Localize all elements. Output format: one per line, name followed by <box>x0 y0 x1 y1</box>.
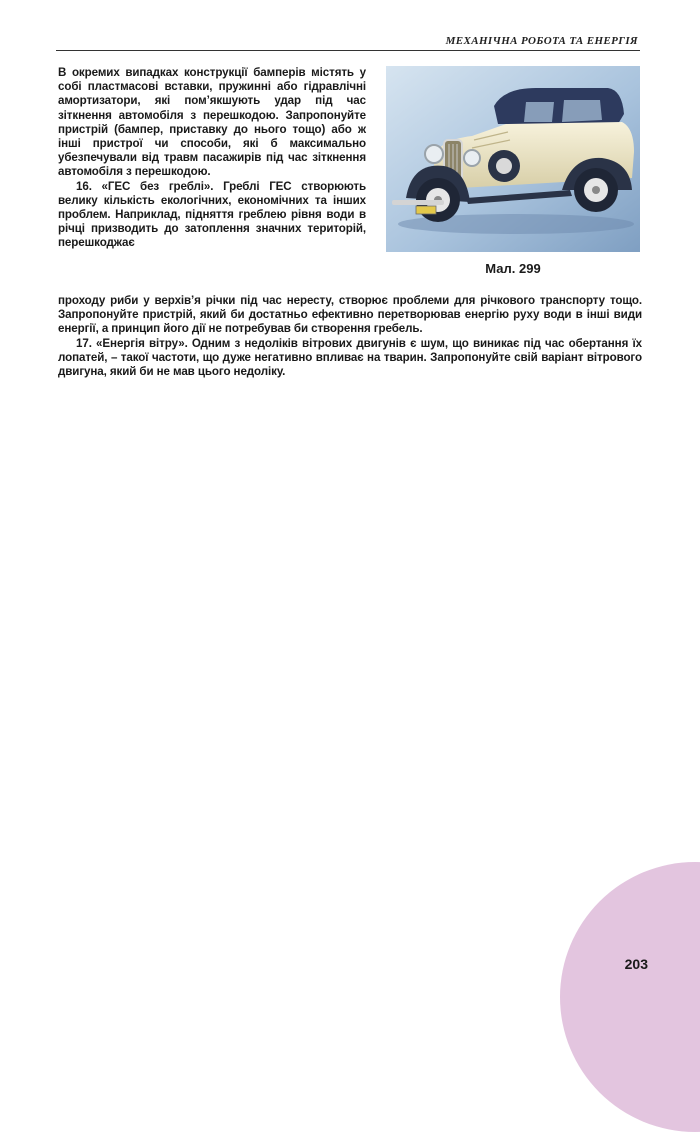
running-header: МЕХАНІЧНА РОБОТА ТА ЕНЕРГІЯ <box>445 35 638 47</box>
paragraph-16: 16. «ГЕС без греблі». Греблі ГЕС створюють велику кількість екологічних, економічних та інших проблем. Наприклад, підняття греблею рівня води в річці призводить до затоплення значних територій, перешкоджає <box>58 179 366 250</box>
figure-caption: Мал. 299 <box>485 261 541 276</box>
page-number: 203 <box>624 956 648 972</box>
car-photo <box>386 66 640 252</box>
text-full-width <box>58 294 642 379</box>
paragraph-16-continued: проходу риби у верхів’я річки під час нересту, створює проблеми для річкового транспорту тощо. Запропонуйте пристрій, який би достатньо ефективно перетворював енергію руху води в інші види енергії, а принцип його дії не потребував би створення гребель. <box>58 294 642 336</box>
text-column <box>58 66 366 251</box>
vintage-car-illustration <box>386 66 640 252</box>
header-divider <box>56 50 640 51</box>
page-corner-decoration <box>560 862 700 1132</box>
paragraph-17: 17. «Енергія вітру». Одним з недоліків вітрових двигунів є шум, що виникає під час обертання їх лопатей, – такої частоти, що дуже негативно впливає на тварин. Запропонуйте свій варіант вітрового двигуна, який би не мав цього недоліку. <box>58 336 642 379</box>
paragraph-bumper: В окремих випадках конструкції бамперів містять у собі пластмасові вставки, пружинні або гідравлічні амортизатори, які пом’якшують удар під час зіткнення автомобіля з перешкодою. Запропонуйте пристрій (бампер, приставку до нього тощо) або ж інші пристрої чи способи, які б максимально убезпечували від травм пасажирів під час зіткнення автомобіля з перешкодою. <box>58 66 366 179</box>
